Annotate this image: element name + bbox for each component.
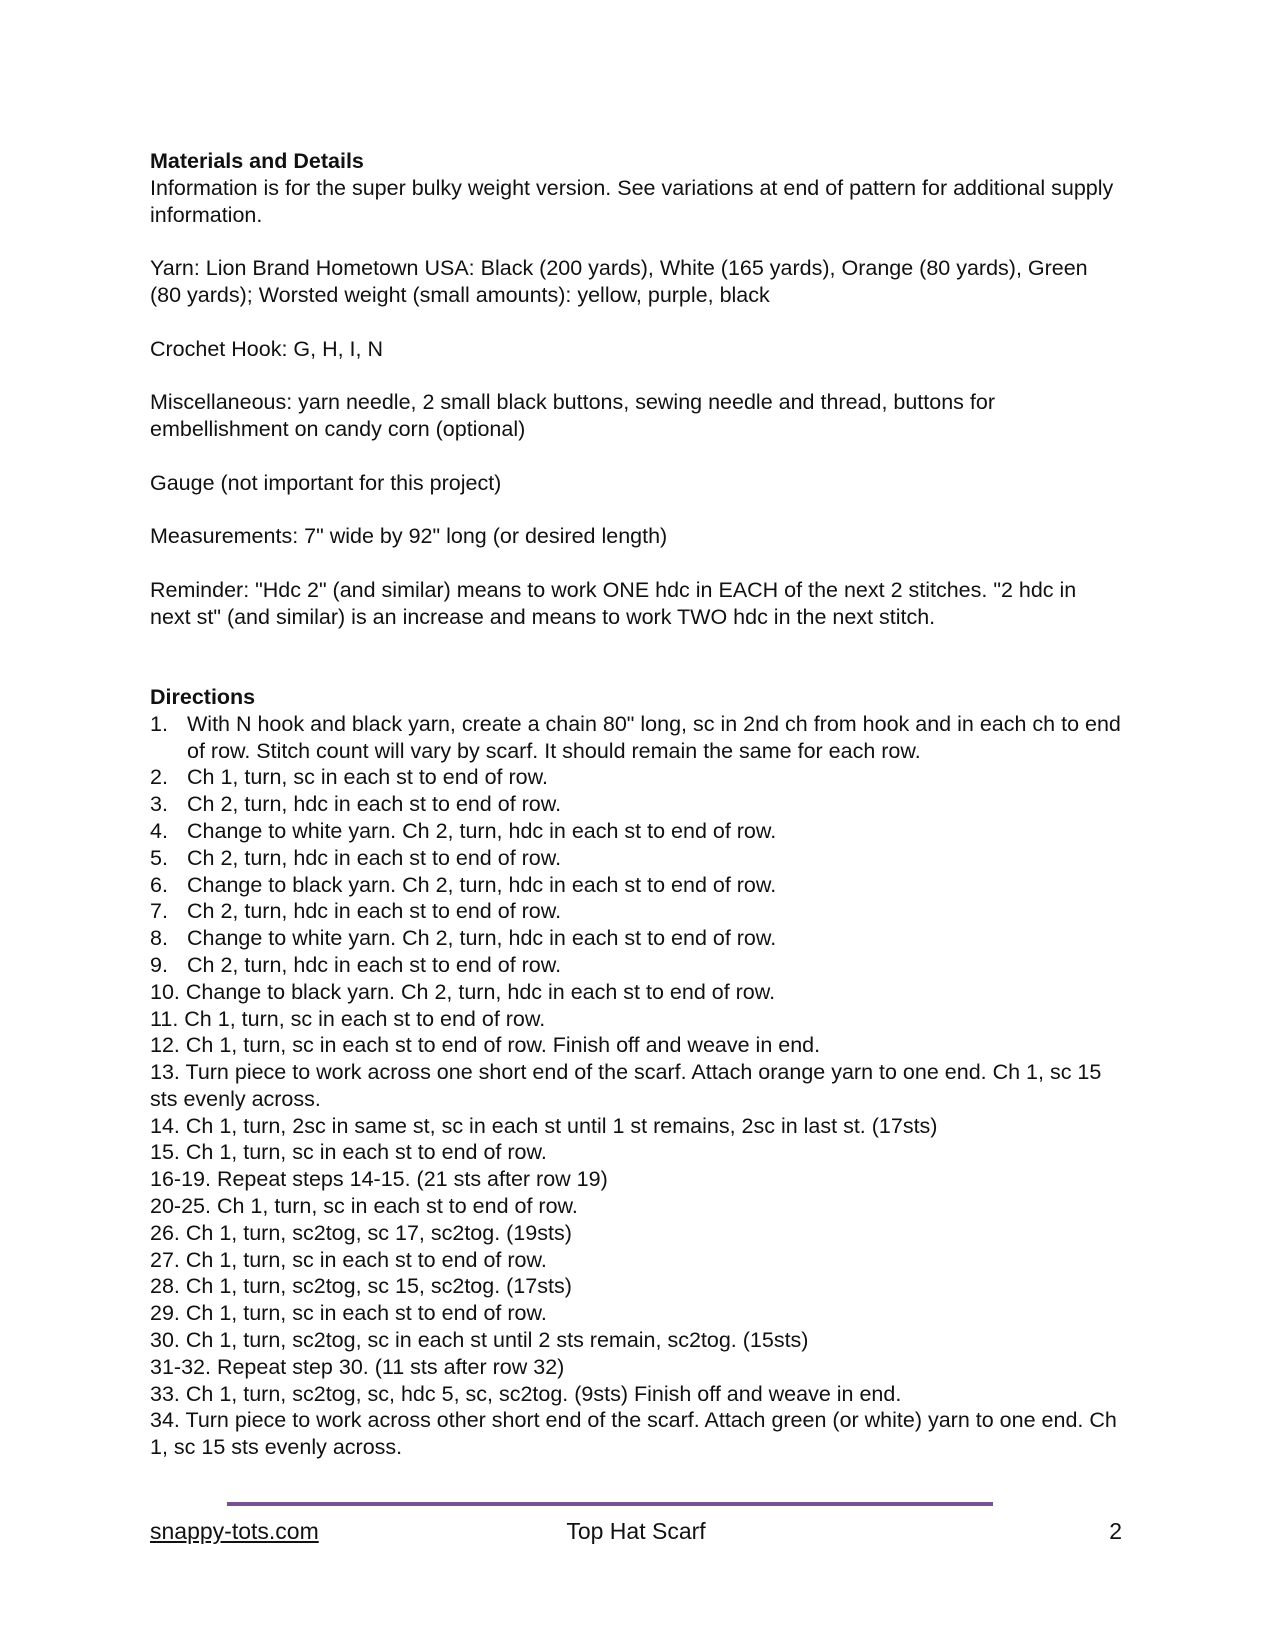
step-number: 7. xyxy=(150,899,168,924)
direction-step xyxy=(150,711,1122,765)
direction-step xyxy=(150,764,1122,791)
step-text: Ch 2, turn, hdc in each st to end of row. xyxy=(187,845,562,870)
directions-list xyxy=(150,711,1122,1461)
direction-step xyxy=(150,1193,1122,1220)
step-number: 6. xyxy=(150,872,168,897)
step-text: Ch 1, turn, sc in each st to end of row. xyxy=(187,765,548,790)
step-number: 1. xyxy=(150,711,168,736)
direction-step xyxy=(150,1354,1122,1381)
step-text: Change to black yarn. Ch 2, turn, hdc in each st to end of row. xyxy=(185,979,776,1004)
direction-step xyxy=(150,1113,1122,1140)
step-text: Ch 1, turn, sc in each st to end of row. Finish off and weave in end. xyxy=(185,1033,821,1058)
document-body xyxy=(150,148,1122,1461)
direction-step xyxy=(150,845,1122,872)
step-number: 10. xyxy=(150,979,180,1004)
step-number: 9. xyxy=(150,952,168,977)
step-text: Ch 1, turn, sc in each st to end of row. xyxy=(185,1140,547,1165)
step-text: Ch 1, turn, sc2tog, sc, hdc 5, sc, sc2tog. (9sts) Finish off and weave in end. xyxy=(185,1381,902,1406)
step-text: Ch 1, turn, sc in each st to end of row. xyxy=(184,1006,546,1031)
step-text: Ch 2, turn, hdc in each st to end of row. xyxy=(187,899,562,924)
misc-info: Miscellaneous: yarn needle, 2 small black buttons, sewing needle and thread, buttons for embellishment on candy corn (optional) xyxy=(150,390,995,441)
step-number: 4. xyxy=(150,818,168,843)
step-text: Ch 1, turn, sc in each st to end of row. xyxy=(185,1247,547,1272)
gauge-info: Gauge (not important for this project) xyxy=(150,470,502,495)
page-footer xyxy=(150,1515,1122,1547)
step-number: 5. xyxy=(150,845,168,870)
step-text: Turn piece to work across one short end of the scarf. Attach orange yarn to one end. Ch 1, sc 15 sts evenly across. xyxy=(150,1060,1102,1111)
step-text: Repeat step 30. (11 sts after row 32) xyxy=(216,1354,565,1379)
footer-divider xyxy=(227,1502,993,1506)
step-number: 30. xyxy=(150,1328,180,1353)
step-number: 11. xyxy=(150,1006,179,1031)
direction-step xyxy=(150,872,1122,899)
direction-step xyxy=(150,898,1122,925)
step-number: 2. xyxy=(150,765,168,790)
step-number: 28. xyxy=(150,1274,180,1299)
step-number: 34. xyxy=(150,1408,180,1433)
step-number: 20-25. xyxy=(150,1194,211,1219)
step-text: Ch 1, turn, sc in each st to end of row. xyxy=(216,1194,578,1219)
direction-step xyxy=(150,1220,1122,1247)
step-number: 12. xyxy=(150,1033,180,1058)
page-number: 2 xyxy=(1109,1518,1122,1544)
direction-step xyxy=(150,818,1122,845)
step-number: 15. xyxy=(150,1140,180,1165)
step-number: 13. xyxy=(150,1060,180,1085)
direction-step xyxy=(150,979,1122,1006)
step-text: Repeat steps 14-15. (21 sts after row 19) xyxy=(216,1167,608,1192)
materials-intro: Information is for the super bulky weight version. See variations at end of pattern for additional supply information. xyxy=(150,175,1114,227)
step-number: 26. xyxy=(150,1220,180,1245)
step-text: Ch 1, turn, sc2tog, sc 15, sc2tog. (17sts) xyxy=(185,1274,572,1299)
direction-step xyxy=(150,1381,1122,1408)
direction-step xyxy=(150,1273,1122,1300)
step-number: 29. xyxy=(150,1301,180,1326)
direction-step xyxy=(150,1139,1122,1166)
direction-step xyxy=(150,925,1122,952)
section-spacer xyxy=(150,630,1122,684)
footer-title: Top Hat Scarf xyxy=(566,1518,706,1544)
step-text: Change to white yarn. Ch 2, turn, hdc in each st to end of row. xyxy=(187,926,777,951)
materials-heading: Materials and Details xyxy=(150,149,364,173)
step-number: 3. xyxy=(150,792,168,817)
step-number: 16-19. xyxy=(150,1167,211,1192)
directions-heading: Directions xyxy=(150,684,256,709)
step-text: With N hook and black yarn, create a chain 80" long, sc in 2nd ch from hook and in each ch to end of row. Stitch count will vary by scarf. It should remain the same for each row. xyxy=(187,711,1121,763)
step-text: Ch 2, turn, hdc in each st to end of row. xyxy=(187,952,562,977)
reminder-info: Reminder: "Hdc 2" (and similar) means to work ONE hdc in EACH of the next 2 stitches. "2 hdc in next st" (and similar) is an increase and means to work TWO hdc in the next stitch. xyxy=(150,577,1077,629)
step-number: 31-32. xyxy=(150,1354,211,1379)
direction-step xyxy=(150,1059,1122,1113)
direction-step xyxy=(150,791,1122,818)
step-number: 8. xyxy=(150,926,168,951)
direction-step xyxy=(150,1247,1122,1274)
yarn-info: Yarn: Lion Brand Hometown USA: Black (200 yards), White (165 yards), Orange (80 yards), Green (80 yards); Worsted weight (small amounts): yellow, purple, black xyxy=(150,256,1088,307)
step-number: 27. xyxy=(150,1247,180,1272)
direction-step xyxy=(150,1166,1122,1193)
step-text: Change to white yarn. Ch 2, turn, hdc in each st to end of row. xyxy=(187,818,777,843)
site-link[interactable]: snappy-tots.com xyxy=(150,1518,319,1544)
direction-step xyxy=(150,1032,1122,1059)
direction-step xyxy=(150,1407,1122,1461)
measurements-info: Measurements: 7" wide by 92" long (or desired length) xyxy=(150,524,668,549)
direction-step xyxy=(150,1006,1122,1033)
step-number: 33. xyxy=(150,1381,180,1406)
step-text: Ch 1, turn, 2sc in same st, sc in each st until 1 st remains, 2sc in last st. (17sts) xyxy=(185,1113,938,1138)
direction-step xyxy=(150,1327,1122,1354)
step-text: Ch 1, turn, sc in each st to end of row. xyxy=(185,1301,547,1326)
step-text: Ch 1, turn, sc2tog, sc in each st until 2 sts remain, sc2tog. (15sts) xyxy=(185,1328,809,1353)
step-text: Ch 2, turn, hdc in each st to end of row. xyxy=(187,792,562,817)
step-text: Ch 1, turn, sc2tog, sc 17, sc2tog. (19sts) xyxy=(185,1220,572,1245)
step-text: Turn piece to work across other short end of the scarf. Attach green (or white) yarn to one end. Ch 1, sc 15 sts evenly across. xyxy=(150,1408,1117,1460)
step-number: 14. xyxy=(150,1113,180,1138)
direction-step xyxy=(150,952,1122,979)
hook-info: Crochet Hook: G, H, I, N xyxy=(150,336,383,361)
direction-step xyxy=(150,1300,1122,1327)
step-text: Change to black yarn. Ch 2, turn, hdc in each st to end of row. xyxy=(187,872,777,897)
